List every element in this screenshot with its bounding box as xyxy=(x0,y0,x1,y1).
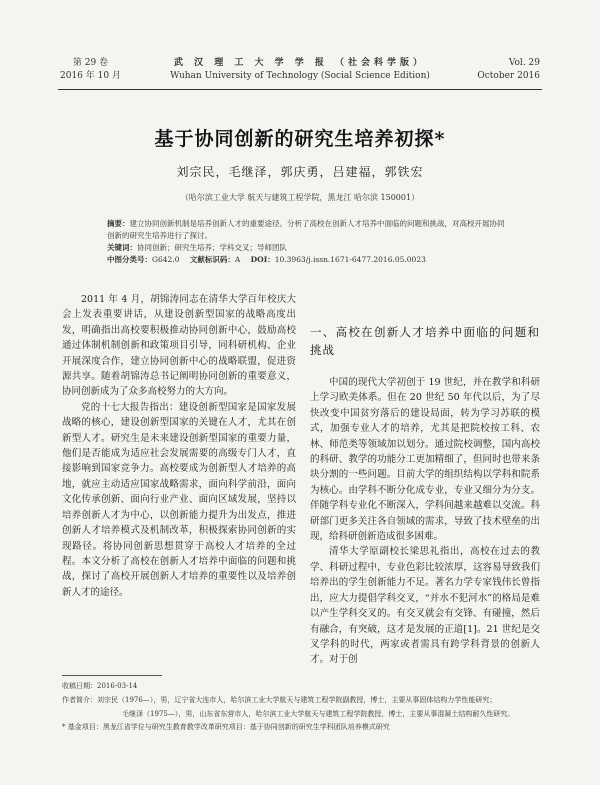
author-list: 刘宗民，毛继泽，郭庆勇，吕建福，郭铁宏 xyxy=(176,165,424,179)
month: October 2016 xyxy=(477,71,540,81)
doc-code-label: 文献标识码： xyxy=(189,255,235,264)
right-column xyxy=(310,323,540,668)
author-bio: 毛继泽（1975—），男，山东省东营市人，哈尔滨工业大学航天与建筑工程学院教授，博士，主要从事混凝土结构耐久性研究。 xyxy=(122,709,515,718)
section-heading: 一、高校在创新人才培养中面临的问题和挑战 xyxy=(310,325,540,357)
header-divider xyxy=(58,89,542,90)
doc-code: A xyxy=(234,255,241,264)
journal-issue-info xyxy=(60,57,121,83)
author-bio: 作者简介：刘宗民（1976—），男，辽宁省大连市人，哈尔滨工业大学航天与建筑工程学院副教授，博士，主要从事固体结构力学性能研究； xyxy=(62,695,497,704)
abstract xyxy=(107,218,507,242)
body-paragraph: 2011 年 4 月，胡锦涛同志在清华大学百年校庆大会上发表重要讲话，从建设创新型国家的战略高度出发，明确指出高校要积极推动协同创新中心，鼓励高校通过体制机制创新和政策项目引导，同科研机构、企业开展深度合作，建立协同创新中心的战略联盟，促进资源共享。随着胡锦涛总书记阐明协同创新的重要意义，协同创新成为了众多高校努力的大方向。 xyxy=(62,294,296,398)
doi: 10.3963/j.issn.1671-6477.2016.05.0023 xyxy=(274,255,426,264)
body-paragraph: 清华大学原副校长梁思礼指出，高校在过去的教学、科研过程中，专业色彩比较浓厚，这容易导致我们培养出的学生创新能力不足。著名力学专家钱伟长曾指出，应大力提倡学科交叉，“并水不犯河水”的格局是难以产生学科交叉的。有交叉就会有交锋、有碰撞，然后有融合，有突破，这才是发展的正道[1]。21 世纪是交叉学科的时代，两家或者需具有跨学科背景的创新人才。对于创 xyxy=(310,546,540,666)
keywords-label: 关键词： xyxy=(107,243,137,252)
journal-name-cn: 武 汉 理 工 大 学 学 报 （社会科学版） xyxy=(173,58,427,68)
footnote-divider xyxy=(62,675,162,676)
doi-label: DOI： xyxy=(250,255,275,264)
footnotes xyxy=(62,680,542,735)
body-paragraph: 党的十七大报告指出：建设创新型国家是国家发展战略的核心，建设创新型国家的关键在人才，尤其在创新型人才。研究生是未来建设创新型国家的重要力量，他们是否能成为适应社会发展需要的高级专门人才，直接影响到国家竞争力。高校要成为创新型人才培养的高地，就应主动适应国家战略需求，面向科学前沿，面向文化传承创新、面向行业产业、面向区域发展，坚持以培养创新人才为中心，以创新能力提升为出发点，推进创新人才培养模式及机制改革，积极探索协同创新的实现路径。将协同创新思想贯穿于高校人才培养的全过程。本文分析了高校在创新人才培养中面临的问题和挑战，探讨了高校开展创新人才培养的重要性以及培养创新人才的途径。 xyxy=(62,401,296,598)
body-paragraph: 中国的现代大学初创于 19 世纪，并在教学和科研上学习欧美体系。但在 20 世纪 50 年代以后，为了尽快改变中国贫穷落后的建设局面，转为学习苏联的模式，加强专业人才的培养，尤其是把院校按工科、农林、师范类等领域加以划分。通过院校调整，国内高校的科研、教学的功能分工更加精细了，但同时也带来条块分割的一些问题。目前大学的组织结构以学科和院系为核心。由学科不断分化成专业，专业又细分为分支。伴随学科专业化不断深入，学科间越来越难以交流。科研部门更多关注各自领域的需求，导致了技术壁垒的出现，给科研创新造成很多困难。 xyxy=(310,377,540,543)
abstract-text: 建立协同创新机制是培养创新人才的重要途径。分析了高校在创新人才培养中面临的问题和挑战，对高校开展协同创新的研究生培养进行了探讨。 xyxy=(107,219,505,240)
author-affiliation: （哈尔滨工业大学 航天与建筑工程学院，黑龙江 哈尔滨 150001） xyxy=(180,193,420,202)
received-date: 收稿日期：2016-03-14 xyxy=(62,682,138,690)
clc-label: 中图分类号： xyxy=(107,255,152,264)
journal-name xyxy=(150,57,450,83)
journal-volume-info xyxy=(477,57,540,83)
keywords-text: 协同创新；研究生培养；学科交叉；导师团队 xyxy=(137,243,287,252)
article-title: 基于协同创新的研究生培养初探* xyxy=(154,128,446,150)
issue-volume: 第 29 卷 xyxy=(72,58,109,68)
volume: Vol. 29 xyxy=(508,58,540,68)
journal-name-en: Wuhan University of Technology (Social Science Edition) xyxy=(170,71,430,81)
issue-date: 2016 年 10 月 xyxy=(60,71,121,81)
left-column xyxy=(62,292,296,600)
fund-note: * 基金项目：黑龙江省学位与研究生教育教学改革研究项目：基于协同创新的研究生学科团队培养模式研究 xyxy=(62,723,390,732)
classification-row xyxy=(107,254,507,266)
abstract-block xyxy=(107,218,507,266)
abstract-label: 摘要： xyxy=(107,219,130,228)
keywords xyxy=(107,242,507,254)
clc-code: G642.0 xyxy=(152,255,180,264)
